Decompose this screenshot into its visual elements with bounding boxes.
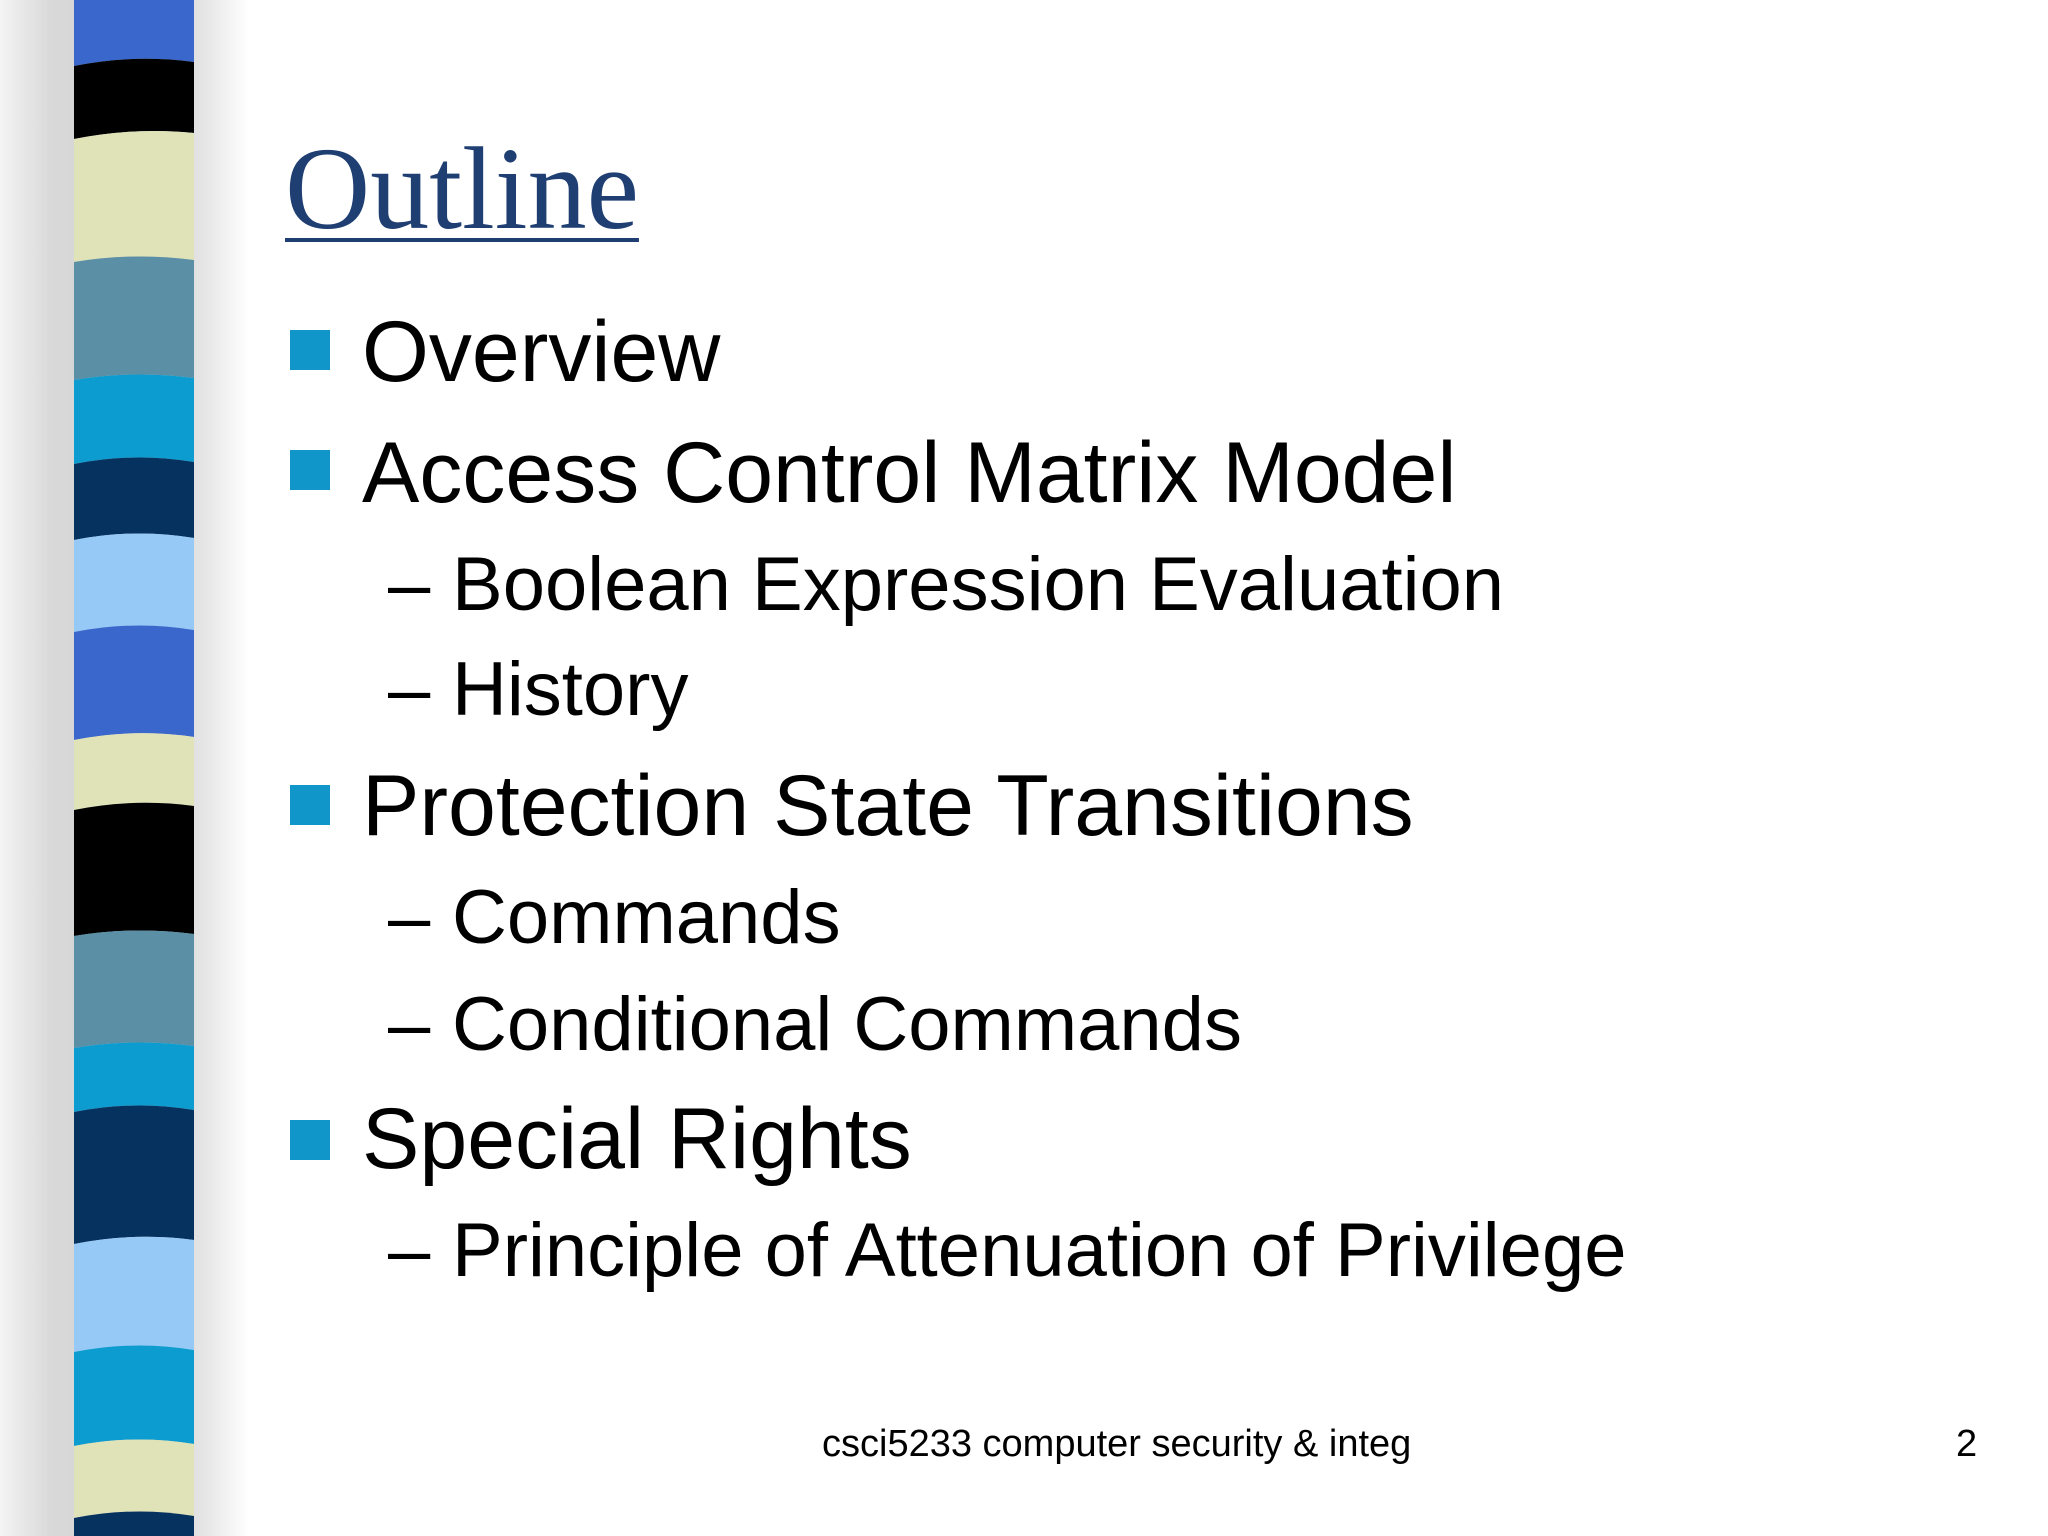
- bullet-square-icon: [290, 330, 330, 370]
- outline-subitem: Conditional Commands: [452, 982, 1242, 1067]
- outline-item: Special Rights: [362, 1091, 912, 1187]
- outline-item: Overview: [362, 304, 721, 400]
- bullet-square-icon: [290, 1120, 330, 1160]
- bullet-square-icon: [290, 450, 330, 490]
- sub-bullet-dash: –: [388, 647, 431, 732]
- outline-subitem: Principle of Attenuation of Privilege: [452, 1208, 1627, 1293]
- slide-footer: csci5233 computer security & integ: [822, 1423, 1412, 1465]
- outline-item: Protection State Transitions: [362, 758, 1414, 854]
- outline-item: Access Control Matrix Model: [362, 425, 1457, 521]
- sub-bullet-dash: –: [388, 542, 431, 627]
- page-number: 2: [1956, 1423, 1978, 1465]
- outline-subitem: History: [452, 647, 689, 732]
- sub-bullet-dash: –: [388, 982, 431, 1067]
- sub-bullet-dash: –: [388, 875, 431, 960]
- bullet-square-icon: [290, 785, 330, 825]
- slide-title: Outline: [285, 123, 639, 254]
- sub-bullet-dash: –: [388, 1208, 431, 1293]
- outline-subitem: Boolean Expression Evaluation: [452, 542, 1505, 627]
- outline-subitem: Commands: [452, 875, 841, 960]
